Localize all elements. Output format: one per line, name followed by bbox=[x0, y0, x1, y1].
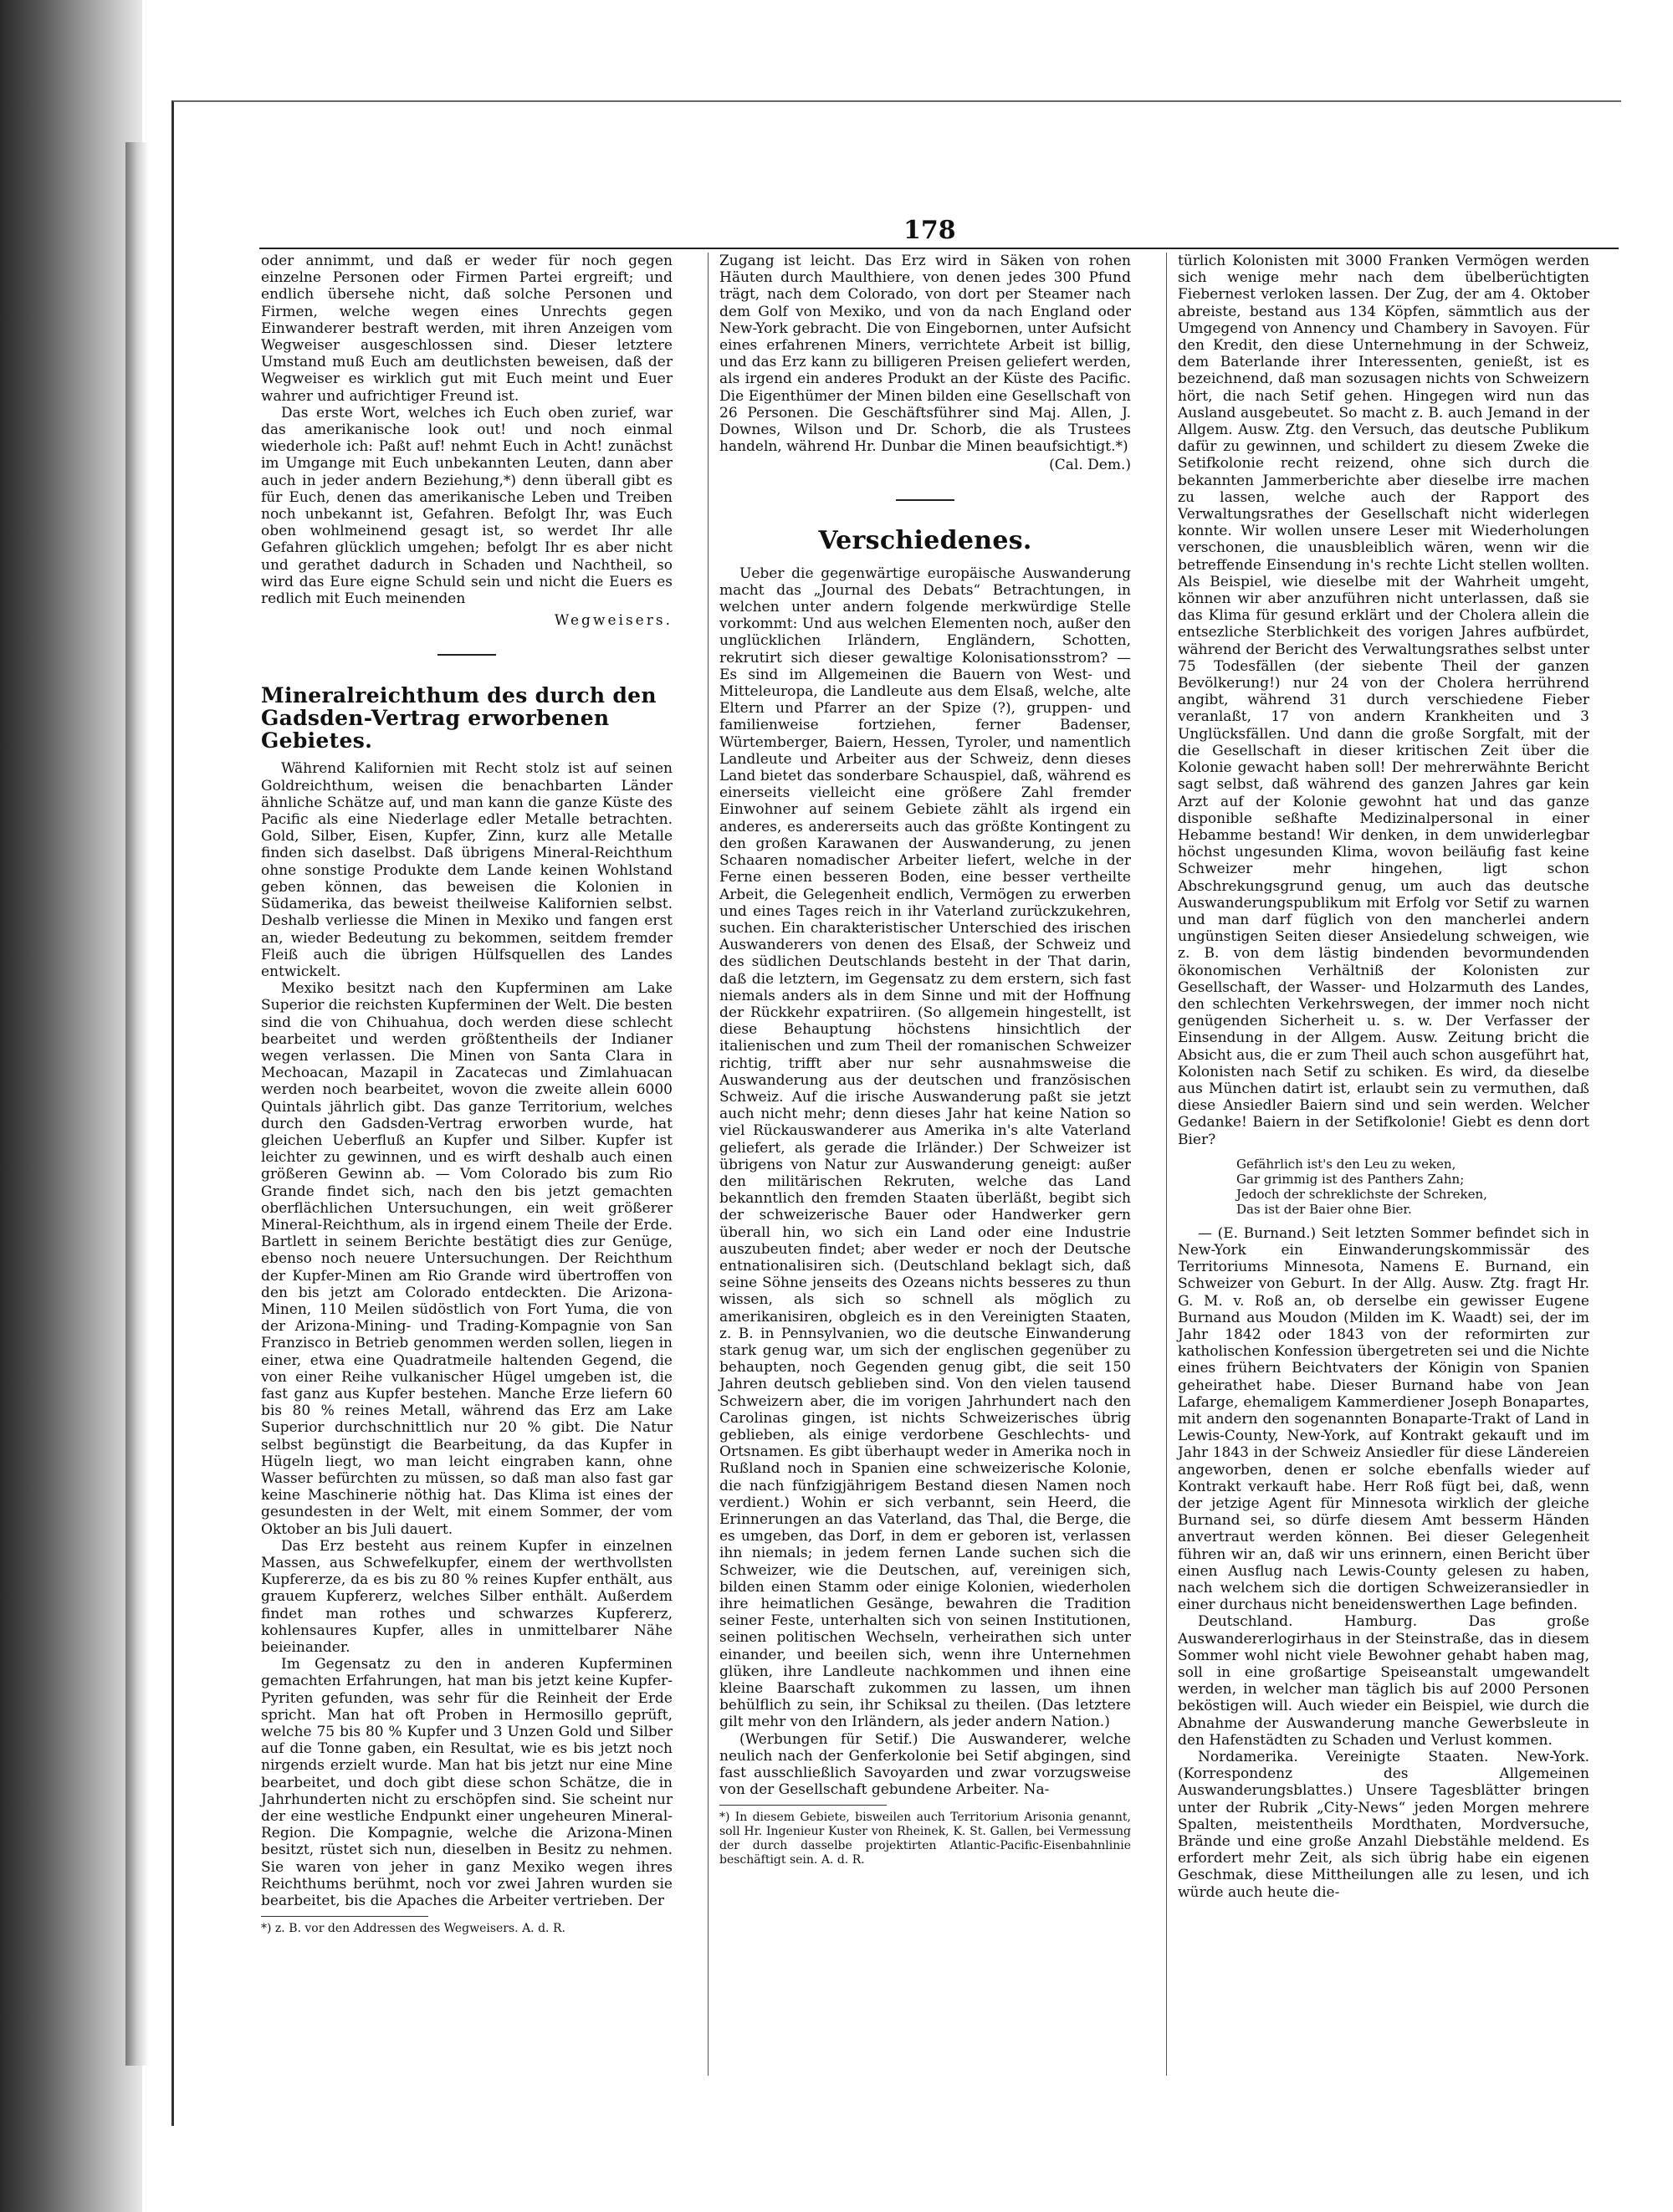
paragraph: Während Kalifornien mit Recht stolz ist auf seinen Goldreichthum, weisen die benachbarten Länder ähnliche Schätze auf, und man kann die ganze Küste des Pacific als eine Niederlage edler Metalle betrachten. Gold, Silber, Eisen, Kupfer, Zinn, kurz alle Metalle finden sich daselbst. Daß übrigens Mineral-Reichthum ohne sonstige Produkte dem Lande keinen Wohlstand geben können, das beweisen die Kolonien in Südamerika, das beweist theilweise Kalifornien selbst. Deshalb verliesse die Minen in Mexiko und fangen erst an, wieder Bedeutung zu bekommen, seitdem fremder Fleiß auch die übrigen Hülfsquellen des Landes entwickelt. bbox=[261, 760, 673, 980]
poem-line: Gefährlich ist's den Leu zu weken, bbox=[1236, 1156, 1456, 1172]
footnote: *) In diesem Gebiete, bisweilen auch Territorium Arisonia genannt, soll Hr. Ingenieur Kuster von Rheinek, K. St. Gallen, bei Vermessung der durch dasselbe projektirten Atlantic-Pacific-Eisenbahnlinie beschäftigt sein. A. d. R. bbox=[719, 1811, 1131, 1867]
book-binding-shadow bbox=[0, 0, 142, 2212]
paragraph: Im Gegensatz zu den in anderen Kupferminen gemachten Erfahrungen, hat man bis jetzt keine Kupfer-Pyriten gefunden, was sehr für die Reinheit der Erde spricht. Man hat oft Proben in Hermosillo geprüft, welche 75 bis 80 % Kupfer und 3 Unzen Gold und Silber auf die Tonne gaben, ein Resultat, wie es bis jetzt noch nirgends erzielt wurde. Man hat bis jetzt nur eine Mine bearbeitet, und doch gibt diese schon Schätze, die in Jahrhunderten nicht zu erschöpfen sind. Sie scheint nur der eine westliche Endpunkt einer ungeheuren Mineral-Region. Die Kompagnie, welche die Arizona-Minen besitzt, rüstet sich nun, dieselben in Besitz zu nehmen. Sie waren von jeher in ganz Mexiko wegen ihres Reichthums berühmt, noch vor zwei Jahren wurden sie bearbeitet, bis die Apaches die Arbeiter vertrieben. Der bbox=[261, 1656, 673, 1910]
paragraph: Nordamerika. Vereinigte Staaten. New-York. (Korrespondenz des Allgemeinen Auswanderungsblattes.) Unsere Tagesblätter bringen unter der Rubrik „City-News“ jeden Morgen mehrere Spalten, meistentheils Mordthaten, Mordversuche, Brände und eine große Anzahl Diebstähle meldend. Es erfordert mehr Zeit, als sich übrig habe ein eigenen Geschmak, diese Mittheilungen alle zu lesen, und ich würde auch heute die- bbox=[1178, 1749, 1589, 1901]
source-attribution: (Cal. Dem.) bbox=[1049, 457, 1131, 474]
column-1 bbox=[261, 253, 673, 1936]
paragraph: Deutschland. Hamburg. Das große Auswandererlogirhaus in der Steinstraße, das in diesem Sommer wohl nicht viele Bewohner gehabt haben mag, soll in eine großartige Speiseanstalt umgewandelt werden, in welcher man täglich bis auf 2000 Personen beköstigen will. Auch wieder ein Beispiel, wie durch die Abnahme der Auswanderung manche Gewerbsleute in den Hafenstädten zu Schaden und Verlust kommen. bbox=[1178, 1613, 1589, 1749]
paragraph: oder annimmt, und daß er weder für noch gegen einzelne Personen oder Firmen Partei ergreift; und endlich übersehe nicht, daß solche Personen und Firmen, welche wegen eines Unrechts gegen Einwanderer bestraft werden, mit ihren Anzeigen vom Wegweiser ausgeschlossen sind. Dieser letztere Umstand muß Euch am deutlichsten beweisen, daß der Wegweiser es wirklich gut mit Euch meint und Euer wahrer und aufrichtiger Freund ist. bbox=[261, 253, 673, 405]
paragraph: Ueber die gegenwärtige europäische Auswanderung macht das „Journal des Debats“ Betrachtungen, in welchen unter andern folgende merkwürdige Stelle vorkommt: Und aus welchen Elementen noch, außer den unglücklichen Irländern, Engländern, Schotten, rekrutirt sich dieser gewaltige Kolonisationsstrom? — Es sind im Allgemeinen die Bauern von West- und Mitteleuropa, die Landleute aus dem Elsaß, welche, alte Eltern und Pfarrer an der Spize (?), gruppen- und familienweise fortziehen, ferner Badenser, Würtemberger, Baiern, Hessen, Tyroler, und namentlich Landleute und Arbeiter aus der Schweiz, denn dieses Land bietet das sonderbare Schauspiel, daß, während es einerseits vielleicht eine größere Zahl fremder Einwohner auf seinem Gebiete zählt als irgend ein anderes, es andererseits auch das größte Kontingent zu den großen Karawanen der Auswanderung, zu jenen Schaaren nomadischer Arbeiter liefert, welche in der Ferne einen besseren Boden, eine besser vertheilte Arbeit, die Gelegenheit endlich, Vermögen zu erwerben und eines Tages reich in ihr Vaterland zurückzukehren, suchen. Ein charakteristischer Unterschied des irischen Auswanderers von denen des Elsaß, der Schweiz und des südlichen Deutschlands besteht in der That darin, daß die letztern, im Gegensatz zu dem erstern, sich fast niemals anders als in dem Sinne und mit der Hoffnung der Rückkehr expatriiren. (So allgemein hingestellt, ist diese Behauptung höchstens hinsichtlich der italienischen und zum Theil der romanischen Schweizer richtig, trifft aber nur sehr ausnahmsweise die Auswanderung aus der deutschen und französischen Schweiz. Auf die irische Auswanderung paßt sie jetzt auch nicht mehr; denn dieses Jahr hat keine Nation so viel Rückauswanderer aus Amerika in's alte Vaterland geliefert, als gerade die Irländer.) Der Schweizer ist übrigens von Natur zur Auswanderung geneigt: außer den militärischen Rekruten, welche das Land bekanntlich den fremden Staaten überläßt, begibt sich der schweizerische Bauer oder Handwerker gern überall hin, wo sich ein Land oder eine Industrie auszubeuten findet; aber weder er noch der Deutsche entnationalisiren sich. (Deutschland beklagt sich, daß seine Söhne jenseits des Ozeans nichts besseres zu thun wissen, als sich so schnell als möglich zu amerikanisiren, obgleich es in den Vereinigten Staaten, z. B. in Pennsylvanien, wo die deutsche Einwanderung stark genug war, um sich der englischen gegenüber zu behaupten, noch Gegenden genug gibt, die seit 150 Jahren deutsch geblieben sind. Von den vielen tausend Schweizern aber, die im vorigen Jahrhundert nach den Carolinas gingen, ist nichts Schweizerisches übrig geblieben, als einige verdorbene Geschlechts- und Ortsnamen. Es gibt überhaupt weder in Amerika noch in Rußland noch in Spanien eine schweizerische Kolonie, die nach fünfzigjährigem Bestand diesen Namen noch verdient.) Wohin er sich verbannt, sein Heerd, die Erinnerungen an das Vaterland, das Thal, die Berge, die es umgeben, das Dorf, in dem er geboren ist, verlassen ihn niemals; in jedem fernen Lande suchen sich die Schweizer, wie die Deutschen, auf, vereinigen sich, bilden einen Stamm oder einige Kolonien, wiederholen ihre heimatlichen Gesänge, bewahren die Tradition seiner Feste, unterhalten sich von seinen Institutionen, seinen politischen Wechseln, verheirathen sich unter einander, und beeilen sich, wenn ihre Unternehmen glüken, ihre Landleute nachkommen und ihnen eine kleine Baarschaft zukommen zu lassen, um ihnen behülflich zu sein, ihr Schiksal zu theilen. (Das letztere gilt mehr von den Irländern, als jeder andern Nation.) bbox=[719, 564, 1131, 1731]
column-2 bbox=[719, 253, 1131, 1867]
section-divider bbox=[437, 654, 496, 656]
column-3 bbox=[1178, 253, 1589, 1901]
header-rule bbox=[259, 248, 1619, 249]
column-separator-1 bbox=[708, 253, 709, 2076]
section-divider bbox=[896, 499, 954, 501]
paragraph: türlich Kolonisten mit 3000 Franken Vermögen werden sich wenige mehr nach dem übelberüchtigten Fiebernest verloken lassen. Der Zug, der am 4. Oktober abreiste, bestand aus 134 Köpfen, sämmtlich aus der Umgegend von Annency und Chambery in Savoyen. Für den Kredit, den diese Unternehmung in der Schweiz, dem Baterlande ihrer Interessenten, genießt, ist es bezeichnend, daß man sozusagen nichts von Schweizern hört, die nach Setif gehen. Hingegen wird nun das Ausland ausgebeutet. So macht z. B. auch Jemand in der Allgem. Ausw. Ztg. den Versuch, das deutsche Publikum dafür zu gewinnen, und schildert zu diesem Zweke die Setifkolonie recht reizend, ohne sich durch die bekannten Jammerberichte aber dieselbe irre machen zu lassen, welche auch der Rapport des Verwaltungsrathes der Gesellschaft nicht widerlegen konnte. Wir wollen unsere Leser mit Wiederholungen verschonen, die unausbleiblich wären, wenn wir die betreffende Einsendung in's rechte Licht stellen wollten. Als Beispiel, wie dieselbe mit der Wahrheit umgeht, können wir aber anzuführen nicht unterlassen, daß sie das Klima für gesund erklärt und der Cholera allein die entsezliche Sterblichkeit des vorigen Jahres aufbürdet, während der Bericht des Verwaltungsrathes selbst unter 75 Todesfällen (der siebente Theil der ganzen Bevölkerung!) nur 24 von der Cholera herrührend angibt, während 31 durch verschiedene Fieber veranlaßt, 17 von andern Krankheiten und 3 Unglücksfällen. Und dann die große Sorgfalt, mit der die Gesellschaft in dieser kritischen Zeit über die Kolonie gewacht haben soll! Der mehrerwähnte Bericht sagt selbst, daß während des ganzen Jahres gar kein Arzt auf der Kolonie gewohnt hat und das ganze disponible seßhafte Medizinalpersonal in einer Hebamme bestand! Wir denken, in dem unwiderlegbar höchst ungesunden Klima, wovon beiläufig fast keine Schweizer mehr hingehen, ligt schon Abschrekungsgrund genug, um auch das deutsche Auswanderungspublikum mit Erfolg vor Setif zu warnen und man darf füglich von den mancherlei andern ungünstigen Seiten dieser Ansiedelung schweigen, wie z. B. von dem lästig bindenden bevormundenden ökonomischen Verhältniß der Kolonisten zur Gesellschaft, der Wasser- und Holzarmuth des Landes, den schlechten Verkehrswegen, der immer noch nicht genügenden Sicherheit u. s. w. Der Verfasser der Einsendung in der Allgem. Ausw. Zeitung bricht die Absicht aus, die er zum Theil auch schon ausgeführt hat, Kolonisten nach Setif zu schiken. Es wird, da dieselbe aus München datirt ist, erlaubt sein zu vermuthen, daß diese Ansiedler Baiern sind und sein werden. Welcher Gedanke! Baiern in der Setifkolonie! Giebt es denn dort Bier? bbox=[1178, 253, 1589, 1148]
paragraph: Das erste Wort, welches ich Euch oben zurief, war das amerikanische look out! und noch einmal wiederhole ich: Paßt auf! nehmt Euch in Acht! zunächst im Umgange mit Euch unbekannten Leuten, dann aber auch in jeder andern Beziehung,*) denn überall gibt es für Euch, denen das amerikanische Leben und Treiben noch unbekannt ist, Gefahren. Befolgt Ihr, was Euch oben wohlmeinend gesagt ist, so werdet Ihr alle Gefahren glücklich umgehen; befolgt Ihr es aber nicht und gerathet dadurch in Schaden und Nachtheil, so wird das Eure eigne Schuld sein und nicht die Euers es redlich mit Euch meinenden bbox=[261, 404, 673, 608]
poem bbox=[1236, 1157, 1589, 1217]
article-heading: Mineralreichthum des durch den Gadsden-Vertrag erworbenen Gebietes. bbox=[261, 683, 657, 754]
poem-line: Jedoch der schreklichste der Schreken, bbox=[1236, 1186, 1487, 1202]
page-number: 178 bbox=[903, 216, 956, 245]
paragraph: Das Erz besteht aus reinem Kupfer in einzelnen Massen, aus Schwefelkupfer, einem der werthvollsten Kupfererze, da es bis zu 80 % reines Kupfer enthält, aus grauem Kupfererz, welches Silber enthält. Außerdem findet man rothes und schwarzes Kupfererz, kohlensaures Kupfer, alles in unmittelbarer Nähe beieinander. bbox=[261, 1537, 673, 1657]
signature: Wegweisers. bbox=[554, 612, 673, 630]
paragraph: Mexiko besitzt nach den Kupferminen am Lake Superior die reichsten Kupferminen der Welt. Die besten sind die von Chihuahua, doch werden diese schlecht bearbeitet und werden größtentheils der Indianer wegen verlassen. Die Minen von Santa Clara in Mechoacan, Mazapil in Zacatecas und Zimlahuacan werden noch bearbeitet, wovon die zweite allein 6000 Quintals jährlich gibt. Das ganze Territorium, welches durch den Gadsden-Vertrag erworben wurde, hat gleichen Ueberfluß an Kupfer und Silber. Kupfer ist leichter zu gewinnen, und es wirft deshalb auch einen größeren Gewinn ab. — Vom Colorado bis zum Rio Grande findet sich, nach den bis jetzt gemachten oberflächlichen Untersuchungen, ein weit größerer Mineral-Reichthum, als in irgend einem Theile der Erde. Bartlett in seinem Berichte bestätigt dies zur Genüge, ebenso noch neuere Untersuchungen. Der Reichthum der Kupfer-Minen am Rio Grande wird übertroffen von den bis jetzt am Colorado entdeckten. Die Arizona-Minen, 110 Meilen südöstlich von Fort Yuma, die von der Arizona-Mining- und Trading-Kompagnie von San Franzisco in Betrieb genommen werden sollen, liegen in einer, etwa eine Quadratmeile haltenden Gegend, die von einer Reihe vulkanischer Hügel umgeben ist, die fast ganz aus Kupfer bestehen. Manche Erze liefern 60 bis 80 % reines Metall, während das Erz am Lake Superior durchschnittlich nur 20 % gibt. Die Natur selbst begünstigt die Bearbeitung, da das Kupfer in Hügeln liegt, wo man leicht eingraben kann, ohne Wasser befürchten zu müssen, so daß man also fast gar keine Maschinerie nöthig hat. Das Klima ist eines der gesundesten in der Welt, mit einem Sommer, der vom Oktober an bis Juli dauert. bbox=[261, 980, 673, 1538]
footnote-rule bbox=[719, 1805, 887, 1806]
poem-line: Das ist der Baier ohne Bier. bbox=[1236, 1201, 1412, 1217]
section-heading: Verschiedenes. bbox=[818, 525, 1032, 555]
footnote-rule bbox=[261, 1916, 428, 1917]
poem-line: Gar grimmig ist des Panthers Zahn; bbox=[1236, 1171, 1465, 1187]
column-separator-2 bbox=[1166, 253, 1167, 2076]
paragraph: — (E. Burnand.) Seit letzten Sommer befindet sich in New-York ein Einwanderungskommissär des Territoriums Minnesota, Namens E. Burnand, ein Schweizer von Geburt. In der Allg. Ausw. Ztg. fragt Hr. G. M. v. Roß an, ob derselbe ein gewisser Eugene Burnand aus Moudon (Milden im K. Waadt) sei, der im Jahr 1842 oder 1843 von der reformirten zur katholischen Konfession übergetreten sei und die Nichte eines frühern Beichtvaters der Königin von Spanien geheirathet habe. Dieser Burnand habe von Jean Lafarge, ehemaligem Kammerdiener Joseph Bonapartes, mit andern den sogenannten Bonaparte-Trakt of Land in Lewis-County, New-York, auf Kontrakt gekauft und im Jahr 1843 in der Schweiz Ansiedler für diese Ländereien angeworben, denen er solche ebenfalls wieder auf Kontrakt verkauft habe. Herr Roß fügt bei, daß, wenn der jetzige Agent für Minnesota wirklich der gleiche Burnand sei, so dürfe diesem Amt besserm Händen anvertraut werden können. Bei dieser Gelegenheit führen wir an, daß wir uns erinnern, einen Bericht über einen Ausflug nach Lewis-County gelesen zu haben, nach welchem sich die dortigen Schweizeransiedler in einer durchaus nicht beneidenswerthen Lage befinden. bbox=[1178, 1224, 1589, 1614]
page-gutter bbox=[125, 142, 149, 2066]
paragraph: Zugang ist leicht. Das Erz wird in Säken von rohen Häuten durch Maulthiere, von denen jedes 300 Pfund trägt, nach dem Colorado, von dort per Steamer nach dem Golf von Mexiko, und von da nach England oder New-York gebracht. Die von Eingebornen, unter Aufsicht eines erfahrenen Miners, verrichtete Arbeit ist billig, und das Erz kann zu billigeren Preisen geliefert werden, als irgend ein anderes Produkt an der Küste des Pacific. Die Eigenthümer der Minen bilden eine Gesellschaft von 26 Personen. Die Geschäftsführer sind Maj. Allen, J. Downes, Wilson und Dr. Schorb, die als Trustees handeln, während Hr. Dunbar die Minen beaufsichtigt.*) bbox=[719, 253, 1131, 456]
footnote: *) z. B. vor den Addressen des Wegweisers. A. d. R. bbox=[261, 1922, 565, 1936]
paragraph: (Werbungen für Setif.) Die Auswanderer, welche neulich nach der Genferkolonie bei Setif abgingen, sind fast ausschließlich Savoyarden und zwar vorzugsweise von der Gesellschaft gebundene Arbeiter. Na- bbox=[719, 1730, 1131, 1799]
